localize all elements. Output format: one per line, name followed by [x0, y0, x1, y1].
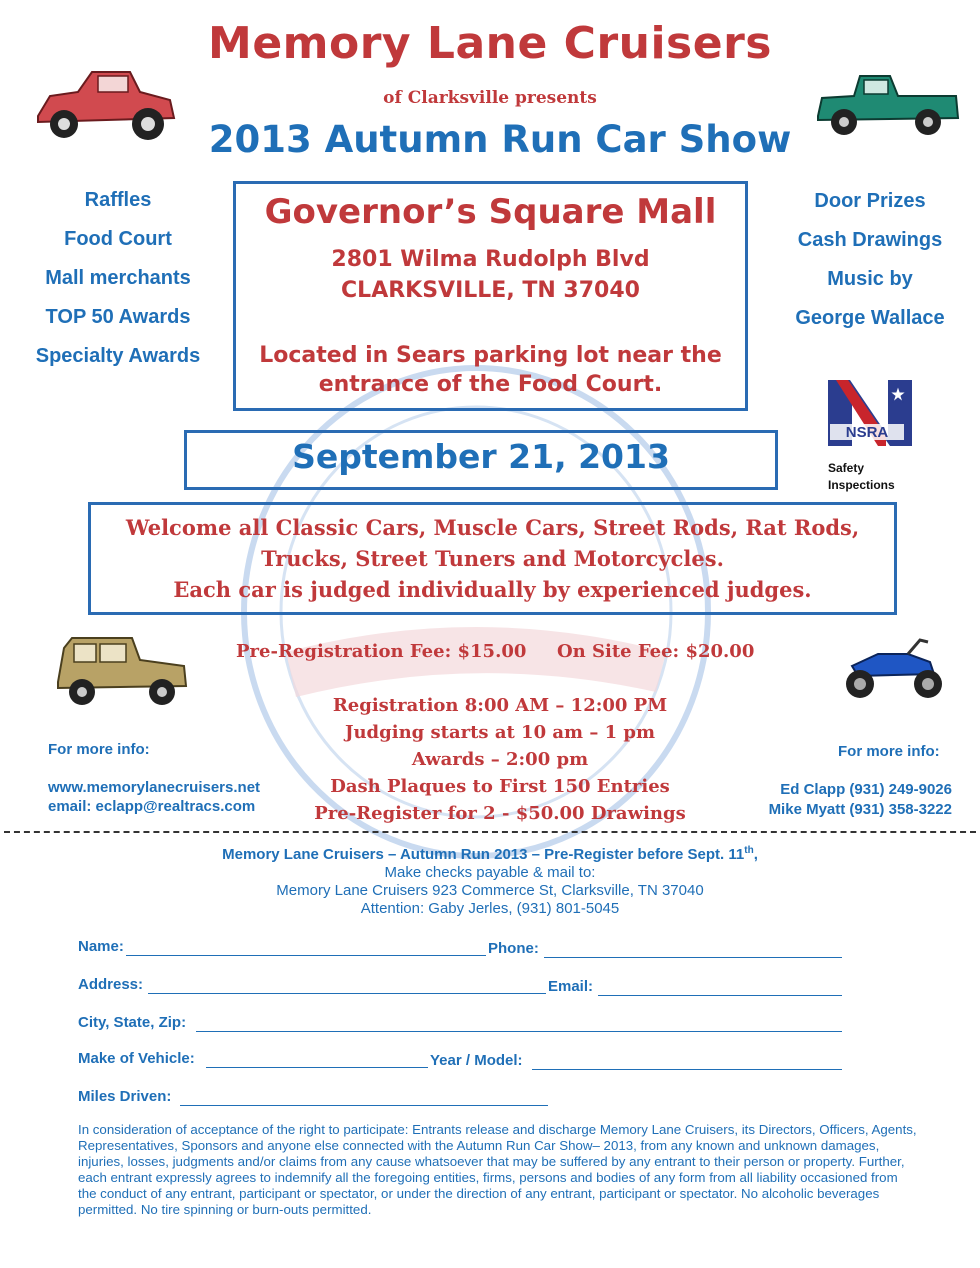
venue-location-line2: entrance of the Food Court. [318, 372, 663, 397]
phone-field[interactable] [544, 957, 842, 958]
feature-cash-drawings: Cash Drawings [797, 229, 943, 251]
on-site-fee: On Site Fee: $20.00 [556, 641, 755, 662]
welcome-line1: Welcome all Classic Cars, Muscle Cars, Street Rods, Rat Rods, [125, 515, 860, 540]
presents-subtitle: of Clarksville presents [383, 88, 597, 108]
name-label: Name: [78, 938, 124, 955]
make-of-vehicle-field[interactable] [206, 1067, 428, 1068]
form-mailing-info [0, 864, 980, 918]
form-heading-end: , [753, 846, 758, 863]
welcome-line2: Trucks, Street Tuners and Motorcycles. [261, 546, 724, 571]
event-schedule [280, 692, 720, 827]
nsra-caption-line1: Safety [828, 461, 865, 475]
schedule-awards: Awards – 2:00 pm [411, 749, 589, 770]
info-left-heading: For more info: [48, 741, 150, 758]
form-heading-text: Memory Lane Cruisers – Autumn Run 2013 – Pre-Register before Sept. 11 [222, 846, 745, 863]
form-attention: Attention: Gaby Jerles, (931) 801-5045 [360, 900, 620, 917]
year-model-field[interactable] [532, 1069, 842, 1070]
form-mail-address: Memory Lane Cruisers 923 Commerce St, Clarksville, TN 37040 [276, 882, 704, 899]
schedule-judging: Judging starts at 10 am – 1 pm [344, 722, 656, 743]
feature-door-prizes: Door Prizes [814, 190, 926, 212]
feature-raffles: Raffles [84, 189, 152, 211]
feature-top-50-awards: TOP 50 Awards [45, 306, 191, 328]
cut-line-divider [4, 831, 976, 833]
info-left-contacts [48, 778, 260, 816]
schedule-registration: Registration 8:00 AM – 12:00 PM [332, 695, 668, 716]
city-state-zip-field[interactable] [196, 1031, 842, 1032]
venue-address [233, 244, 748, 306]
event-organizer-title: Memory Lane Cruisers [208, 18, 772, 69]
form-heading [0, 845, 980, 863]
nsra-caption-line2: Inspections [828, 478, 895, 492]
contact-mike-myatt: Mike Myatt (931) 358-3222 [768, 801, 952, 818]
website-link[interactable]: www.memorylanecruisers.net [48, 779, 261, 796]
info-right-heading: For more info: [838, 743, 940, 760]
show-title: 2013 Autumn Run Car Show [208, 118, 792, 161]
year-model-label: Year / Model: [430, 1052, 523, 1069]
green-pickup-truck-icon [812, 68, 962, 146]
event-date: September 21, 2013 [292, 437, 670, 476]
contact-ed-clapp: Ed Clapp (931) 249-9026 [780, 781, 952, 798]
venue-city: CLARKSVILLE, TN 37040 [341, 278, 640, 303]
welcome-message [88, 512, 897, 605]
feature-mall-merchants: Mall merchants [45, 267, 191, 289]
welcome-line3: Each car is judged individually by experienced judges. [173, 577, 812, 602]
city-state-zip-label: City, State, Zip: [78, 1014, 187, 1031]
feature-food-court: Food Court [64, 228, 172, 250]
schedule-dash-plaques: Dash Plaques to First 150 Entries [330, 776, 670, 797]
phone-label: Phone: [488, 940, 539, 957]
nsra-caption [828, 460, 895, 494]
name-field[interactable] [126, 955, 486, 956]
red-hot-rod-car-icon [30, 66, 180, 146]
address-label: Address: [78, 976, 144, 993]
miles-driven-label: Miles Driven: [78, 1088, 172, 1105]
pre-registration-fee: Pre-Registration Fee: $15.00 [236, 641, 527, 662]
liability-waiver: In consideration of acceptance of the right to participate: Entrants release and discharge Memory Lane Cruisers, its Directors, Officers, Agents, Representatives, Sponsors and anyone else connected with the Autumn Run Car Show– 2013, from any known and unknown damages, injuries, losses, judgments and/or claims from any cause whatsoever that may be suffered by any entrant to their person or property. Further, each entrant expressly agrees to indemnify all the foregoing entities, firms, persons and bodies of any form from all liability occasioned from the conduct of any entrant, participant or spectator, or under the direction of any entrant, participant or spectator. No alcoholic beverages permitted. No tire spinning or burn-outs permitted. [78, 1122, 917, 1217]
nsra-logo-text: NSRA [845, 424, 889, 441]
feature-performer: George Wallace [795, 307, 945, 329]
venue-location-note [233, 341, 748, 399]
schedule-drawings: Pre-Register for 2 - $50.00 Drawings [314, 803, 686, 824]
make-of-vehicle-label: Make of Vehicle: [78, 1050, 195, 1067]
venue-street: 2801 Wilma Rudolph Blvd [331, 247, 650, 272]
venue-name: Governor’s Square Mall [264, 192, 717, 232]
form-heading-sup: th [744, 845, 754, 856]
address-field[interactable] [148, 993, 546, 994]
info-right-contacts [700, 780, 952, 820]
fees [236, 641, 796, 662]
form-checks-payable: Make checks payable & mail to: [384, 864, 596, 881]
features-list-right [770, 182, 970, 338]
nsra-logo [826, 376, 916, 458]
email-label: Email: [548, 978, 594, 995]
email-field[interactable] [598, 995, 842, 996]
gold-sedan-car-icon [52, 630, 192, 712]
venue-location-line1: Located in Sears parking lot near the [259, 343, 722, 368]
miles-driven-field[interactable] [180, 1105, 548, 1106]
features-list-left [8, 181, 228, 376]
feature-specialty-awards: Specialty Awards [35, 345, 201, 367]
feature-music-by: Music by [827, 268, 913, 290]
email-link[interactable]: email: eclapp@realtracs.com [48, 798, 256, 815]
blue-motorcycle-icon [838, 632, 948, 702]
